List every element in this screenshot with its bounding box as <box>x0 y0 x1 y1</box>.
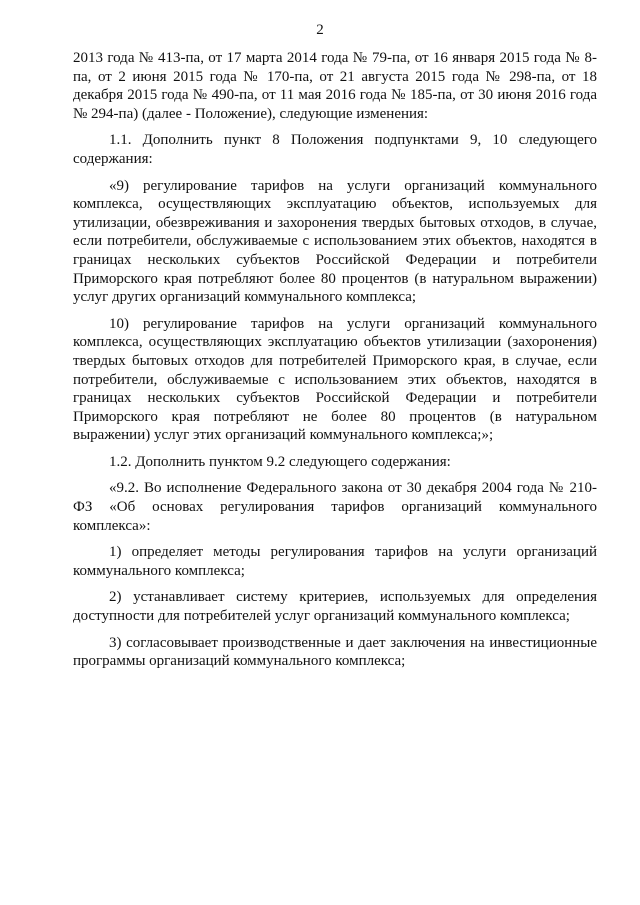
text-line: Приморского края потребляют не более 80 процентов (в натуральном <box>73 408 597 425</box>
text-line: случае, если потребители, обслуживаемые с использованием этих объектов, <box>73 214 597 250</box>
text-line: «9) регулирование тарифов на услуги организаций коммунального <box>109 177 597 194</box>
text-line: находятся в границах нескольких субъектов Российской Федерации и <box>73 233 598 268</box>
paragraph-text <box>73 131 597 168</box>
paragraph-text <box>73 315 597 445</box>
page-number: 2 <box>316 22 324 38</box>
text-line: комплекса, осуществляющих эксплуатацию объектов утилизации (захоронения) <box>73 334 597 351</box>
text-line: № 210-ФЗ «Об основах регулирования тарифов организаций коммунального <box>73 480 597 516</box>
text-line: содержания: <box>73 150 153 167</box>
paragraph-point-1 <box>73 543 597 580</box>
text-line: 10) регулирование тарифов на услуги организаций коммунального <box>109 315 597 332</box>
paragraph-text <box>73 543 597 580</box>
paragraph-item-9-2 <box>73 479 597 535</box>
text-line: выражении) услуг этих организаций коммунального комплекса;»; <box>73 427 494 444</box>
paragraph-text <box>73 479 597 535</box>
paragraph-point-3 <box>73 634 597 671</box>
paragraph-text <box>73 634 597 671</box>
text-line: комплекса, осуществляющих эксплуатацию объектов, используемых для <box>73 196 597 213</box>
paragraph-intro-continuation <box>73 49 597 123</box>
text-line: 2016 года № 294-па) (далее - Положение), следующие изменения: <box>73 87 598 122</box>
document-body <box>73 49 597 679</box>
text-line: 1.1. Дополнить пункт 8 Положения подпунктами 9, 10 следующего <box>109 132 597 149</box>
text-line: потребители, обслуживаемые с использованием этих объектов, находятся в <box>73 371 597 388</box>
paragraph-text <box>73 453 597 472</box>
text-line: коммунального комплекса; <box>73 562 245 579</box>
text-line: утилизации, обезвреживания и захоронения твердых бытовых отходов, в <box>73 214 546 231</box>
paragraph-point-2 <box>73 588 597 625</box>
text-line: 2013 года № 413-па, от 17 марта 2014 года № 79-па, от 16 января 2015 года <box>73 50 561 66</box>
text-line: 3) согласовывает производственные и дает заключения на <box>109 634 485 651</box>
text-line: границах нескольких субъектов Российской Федерации и потребители <box>73 390 597 407</box>
text-line: 1.2. Дополнить пунктом 9.2 следующего содержания: <box>109 453 451 470</box>
text-line: «9.2. Во исполнение Федерального закона от 30 декабря 2004 года <box>109 480 544 497</box>
text-line: доступности для потребителей услуг организаций коммунального комплекса; <box>73 608 570 625</box>
text-line: выражении) услуг других организаций коммунального комплекса; <box>73 270 598 306</box>
text-line: твердых бытовых отходов для потребителей Приморского края, в случае, если <box>73 352 597 369</box>
text-line: № 8-па, от 2 июня 2015 года № 170-па, от 21 августа 2015 года № 298-па, <box>73 50 597 85</box>
paragraph-item-1-1 <box>73 131 597 168</box>
paragraph-text <box>73 588 597 625</box>
text-line: комплекса»: <box>73 517 151 534</box>
paragraph-subitem-9 <box>73 177 597 307</box>
paragraph-text <box>73 49 597 123</box>
text-line: 1) определяет методы регулирования тарифов на услуги организаций <box>109 544 597 561</box>
text-line: инвестиционные программы организаций коммунального комплекса; <box>73 634 598 670</box>
paragraph-item-1-2 <box>73 453 597 472</box>
paragraph-text <box>73 177 597 307</box>
text-line: потребители Приморского края потребляют более 80 процентов (в натуральном <box>73 251 597 287</box>
paragraph-subitem-10 <box>73 315 597 445</box>
text-line: от 18 декабря 2015 года № 490-па, от 11 мая 2016 года № 185-па, от 30 июня <box>73 68 598 104</box>
text-line: 2) устанавливает систему критериев, используемых для определения <box>109 589 597 606</box>
